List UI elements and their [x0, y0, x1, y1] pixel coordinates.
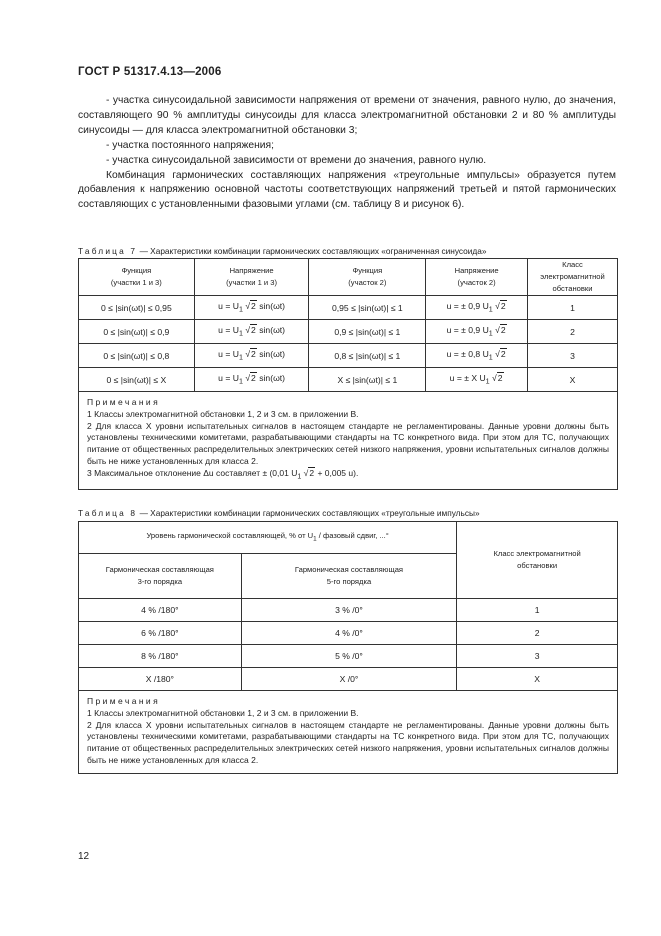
table7-cell: 0 ≤ |sin(ωt)| ≤ 0,8: [79, 344, 195, 368]
note: 1 Классы электромагнитной обстановки 1, 2 и 3 см. в приложении В.: [87, 408, 359, 419]
paragraph: Комбинация гармонических составляющих напряжения «треугольные импульсы» образуется путем добавления к напряжению основной частоты соответствующих напряжений третьей и пятой гармонических составляющих с установленными фазовыми углами (см. таблицу 8 и рисунок 6).: [78, 169, 616, 211]
notes-title: Примечания: [87, 397, 161, 407]
table-row: [79, 296, 618, 320]
table8-header-cell: Гармоническая составляющая 3-го порядка: [79, 554, 242, 599]
table7-caption: [78, 246, 618, 256]
table8-header-cell: Класс электромагнитной обстановки: [457, 522, 618, 599]
table7-cell: 0,95 ≤ |sin(ωt)| ≤ 1: [309, 296, 426, 320]
table8-cell: 3: [457, 645, 618, 668]
table7-header-cell: Функция (участки 1 и 3): [79, 259, 195, 296]
table8: [78, 521, 618, 774]
table7-cell: X: [528, 368, 618, 392]
table8-cell: X /0°: [241, 668, 457, 691]
table7-cell: 1: [528, 296, 618, 320]
table7-cell: X ≤ |sin(ωt)| ≤ 1: [309, 368, 426, 392]
table7-cell: 2: [528, 320, 618, 344]
table8-caption-text: — Характеристики комбинации гармонических составляющих «треугольные импульсы»: [137, 508, 480, 518]
table8-group-header: Уровень гармонической составляющей, % от $U_1$ / фазовый сдвиг, ...°: [79, 522, 457, 554]
table8-cell: 8 % /180°: [79, 645, 242, 668]
table7-header-cell: Напряжение (участки 1 и 3): [194, 259, 309, 296]
table-row: [79, 344, 618, 368]
body-text: [78, 94, 616, 213]
note: 2 Для класса X уровни испытательных сигналов в настоящем стандарте не регламентированы. Данные уровни должны быть установлены техническими комитетами, разрабатывающими стандарты на ТС конкретного вида. При этом для ТС, получающих питание от общественных распределительных электрических сетей низкого напряжения, уровни испытательных сигналов должны быть не ниже установленных для класса 2.: [87, 719, 609, 765]
table7-cell: $u = U_1$ √2 sin(ωt): [194, 368, 309, 392]
paragraph: - участка синусоидальной зависимости от времени до значения, равного нулю.: [106, 154, 487, 166]
note: 3 Максимальное отклонение Δu составляет ± (0,01 $U_1$ √2 + 0,005 u).: [87, 467, 359, 481]
notes-title: Примечания: [87, 696, 161, 706]
table8-cell: 1: [457, 599, 618, 622]
table7-cell: u = ± X $U_1$ √2: [426, 368, 528, 392]
table7-cell: $u = U_1$ √2 sin(ωt): [194, 320, 309, 344]
document-header: ГОСТ Р 51317.4.13—2006: [78, 66, 222, 78]
table7-cell: 0,9 ≤ |sin(ωt)| ≤ 1: [309, 320, 426, 344]
table7: [78, 258, 618, 490]
table7-cell: u = ± 0,9 $U_1$ √2: [426, 296, 528, 320]
table7-header-cell: Класс электромагнитной обстановки: [528, 259, 618, 296]
table7-cell: 3: [528, 344, 618, 368]
note: 1 Классы электромагнитной обстановки 1, 2 и 3 см. в приложении В.: [87, 707, 359, 718]
table7-cell: u = ± 0,8 $U_1$ √2: [426, 344, 528, 368]
table7-cell: $u = U_1$ √2 sin(ωt): [194, 296, 309, 320]
table-row: [79, 368, 618, 392]
table8-cell: 3 % /0°: [241, 599, 457, 622]
paragraph: - участка синусоидальной зависимости напряжения от времени от значения, равного нулю, до значения, составляющего 90 % амплитуды синусоиды для класса электромагнитной обстановки 2 и 80 % амплитуды синусоиды — для класса электромагнитной обстановки 3;: [78, 95, 616, 136]
table8-cell: 6 % /180°: [79, 622, 242, 645]
table7-caption-label: Таблица 7: [78, 246, 138, 256]
table8-header-row: [79, 522, 618, 554]
table7-cell: 0 ≤ |sin(ωt)| ≤ 0,95: [79, 296, 195, 320]
table7-caption-text: — Характеристики комбинации гармонических составляющих «ограниченная синусоида»: [137, 246, 487, 256]
table8-cell: X: [457, 668, 618, 691]
table8-notes-row: [79, 691, 618, 774]
table7-header-cell: Функция (участок 2): [309, 259, 426, 296]
table8-cell: 5 % /0°: [241, 645, 457, 668]
table-row: [79, 645, 618, 668]
table7-cell: 0 ≤ |sin(ωt)| ≤ X: [79, 368, 195, 392]
table7-cell: 0 ≤ |sin(ωt)| ≤ 0,9: [79, 320, 195, 344]
table8-cell: 4 % /180°: [79, 599, 242, 622]
table7-notes: [79, 392, 618, 490]
table7-cell: 0,8 ≤ |sin(ωt)| ≤ 1: [309, 344, 426, 368]
table-row: [79, 320, 618, 344]
table-row: [79, 599, 618, 622]
table-row: [79, 668, 618, 691]
page-number: 12: [78, 851, 90, 862]
table7-cell: u = ± 0,9 $U_1$ √2: [426, 320, 528, 344]
table8-notes: [79, 691, 618, 774]
table8-header-cell: Гармоническая составляющая 5-го порядка: [241, 554, 457, 599]
table8-caption-label: Таблица 8: [78, 508, 138, 518]
table-row: [79, 622, 618, 645]
table7-notes-row: [79, 392, 618, 490]
paragraph: - участка постоянного напряжения;: [106, 139, 274, 151]
table8-caption: [78, 508, 618, 518]
table7-header-cell: Напряжение (участок 2): [426, 259, 528, 296]
table7-header-row: [79, 259, 618, 296]
table8-cell: X /180°: [79, 668, 242, 691]
table8-cell: 4 % /0°: [241, 622, 457, 645]
table7-cell: $u = U_1$ √2 sin(ωt): [194, 344, 309, 368]
note: 2 Для класса X уровни испытательных сигналов в настоящем стандарте не регламентированы. Данные уровни должны быть установлены техническими комитетами, разрабатывающими стандарты на ТС конкретного вида. При этом для ТС, получающих питание от общественных распределительных электрических сетей низкого напряжения, уровни испытательных сигналов должны быть не ниже установленных для класса 2.: [87, 420, 609, 466]
table8-cell: 2: [457, 622, 618, 645]
